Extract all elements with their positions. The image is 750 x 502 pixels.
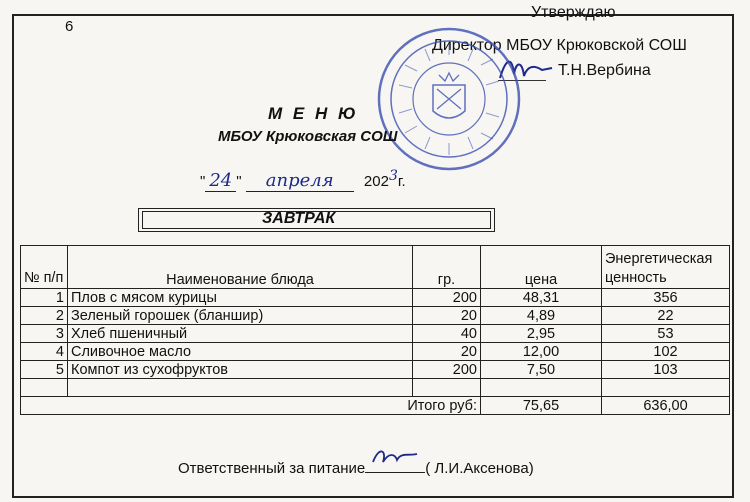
row-price: 4,89 <box>481 307 602 325</box>
header-energy: Энергетическая ценность <box>602 246 730 289</box>
approval-line-1: Утверждаю <box>531 4 616 21</box>
responsible-row <box>178 458 534 477</box>
row-energy: 103 <box>602 361 730 379</box>
table-header-row <box>21 246 730 289</box>
row-price: 12,00 <box>481 343 602 361</box>
header-name: Наименование блюда <box>68 246 413 289</box>
row-price: 48,31 <box>481 289 602 307</box>
row-price: 2,95 <box>481 325 602 343</box>
header-num: № п/п <box>21 246 68 289</box>
responsible-signature-icon <box>369 444 419 470</box>
total-label: Итого руб: <box>21 397 481 415</box>
row-gr: 20 <box>413 307 481 325</box>
page-number: 6 <box>65 18 74 35</box>
row-name: Плов с мясом курицы <box>68 289 413 307</box>
approval-line-2: Директор МБОУ Крюковской СОШ <box>432 37 687 54</box>
row-name: Компот из сухофруктов <box>68 361 413 379</box>
date-close-quote: " <box>236 173 242 190</box>
table-row <box>21 343 730 361</box>
row-energy: 53 <box>602 325 730 343</box>
row-energy: 22 <box>602 307 730 325</box>
responsible-signature-line <box>365 458 425 473</box>
table-row <box>21 289 730 307</box>
header-price: цена <box>481 246 602 289</box>
menu-table <box>20 245 730 415</box>
table-total-row <box>21 397 730 415</box>
date-row <box>200 168 406 192</box>
document-title: М Е Н Ю <box>268 104 359 123</box>
row-num: 2 <box>21 307 68 325</box>
row-name: Зеленый горошек (бланшир) <box>68 307 413 325</box>
row-gr: 200 <box>413 289 481 307</box>
official-stamp-icon <box>375 25 523 173</box>
date-year-suffix: 3 <box>388 168 398 184</box>
meal-label: ЗАВТРАК <box>262 210 336 227</box>
date-month: апреля <box>265 170 334 191</box>
school-name: МБОУ Крюковская СОШ <box>218 128 398 145</box>
row-energy: 356 <box>602 289 730 307</box>
date-open-quote: " <box>200 173 206 190</box>
director-name: Т.Н.Вербина <box>558 62 651 79</box>
table-row <box>21 325 730 343</box>
row-num: 5 <box>21 361 68 379</box>
date-year-end: г. <box>397 173 406 190</box>
responsible-label: Ответственный за питание <box>178 460 366 477</box>
row-num: 3 <box>21 325 68 343</box>
row-num: 4 <box>21 343 68 361</box>
row-gr: 20 <box>413 343 481 361</box>
responsible-name: ( Л.И.Аксенова) <box>425 460 534 477</box>
total-energy: 636,00 <box>602 397 730 415</box>
row-name: Сливочное масло <box>68 343 413 361</box>
table-row <box>21 307 730 325</box>
row-gr: 40 <box>413 325 481 343</box>
table-row-empty <box>21 379 730 397</box>
date-day: 24 <box>209 170 233 191</box>
total-price: 75,65 <box>481 397 602 415</box>
row-gr: 200 <box>413 361 481 379</box>
header-gr: гр. <box>413 246 481 289</box>
row-energy: 102 <box>602 343 730 361</box>
row-name: Хлеб пшеничный <box>68 325 413 343</box>
table-row <box>21 361 730 379</box>
row-num: 1 <box>21 289 68 307</box>
date-year-prefix: 202 <box>363 173 389 190</box>
row-price: 7,50 <box>481 361 602 379</box>
